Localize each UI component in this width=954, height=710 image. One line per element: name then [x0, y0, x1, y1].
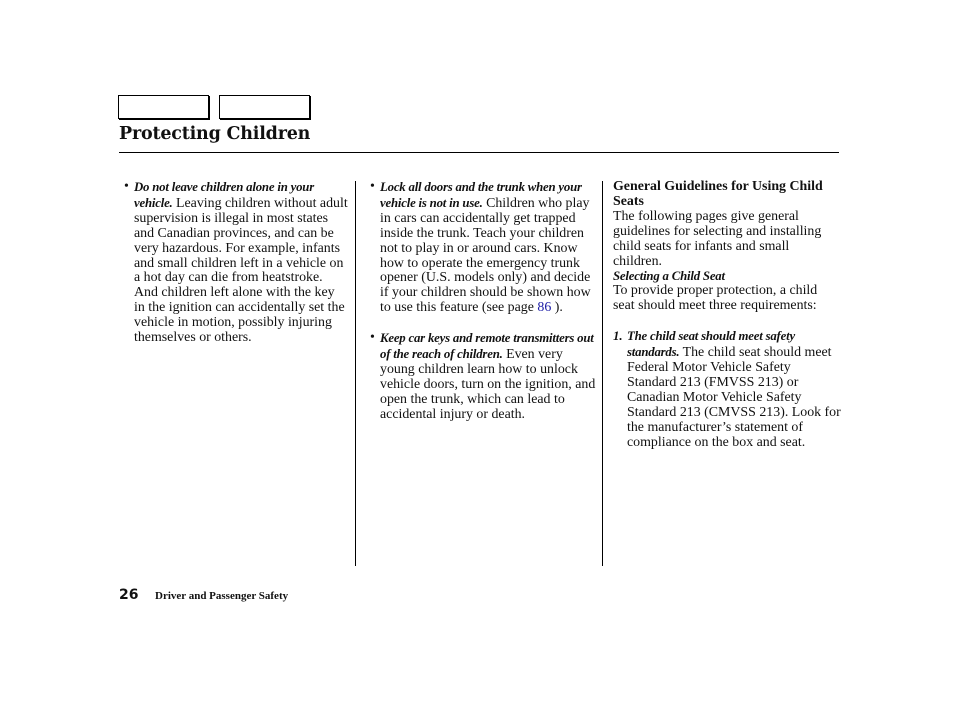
page-reference-link[interactable]: 86	[537, 300, 552, 316]
column-divider-1	[355, 181, 356, 566]
item-lead: The child seat should meet safety standards.	[627, 329, 795, 360]
bullet-item-car-keys	[370, 331, 596, 422]
bullet-lead: Keep car keys and remote transmitters out of the reach of children.	[380, 331, 594, 362]
bullet-marker: •	[370, 330, 375, 346]
middle-column	[370, 180, 596, 423]
previous-page-button[interactable]	[118, 95, 209, 119]
section-intro: The following pages give general guidelines for selecting and installing child seats for infants and small children.	[613, 208, 822, 269]
title-underline	[119, 152, 839, 153]
right-column	[613, 180, 841, 450]
numbered-item-safety-standards	[613, 329, 841, 450]
bullet-text: Even very young children learn how to unlock vehicle doors, turn on the ignition, and open the trunk, which can lead to accidental injury or death.	[380, 347, 596, 422]
section-heading: General Guidelines for Using Child Seats	[613, 179, 823, 209]
bullet-text: Leaving children without adult supervision is illegal in most states and Canadian provinces, and can be very hazardous. For example, infants and small children left in a vehicle on a hot day can die from heatstroke. And children left alone with the key in the ignition can accidentally set the vehicle in motion, possibly injuring themselves or others.	[134, 195, 348, 346]
subsection-intro: To provide proper protection, a child seat should meet three requirements:	[613, 283, 818, 314]
left-column	[124, 180, 348, 346]
item-text: The child seat should meet Federal Motor Vehicle Safety Standard 213 (FMVSS 213) or Canadian Motor Vehicle Safety Standard 213 (CMVSS 213). Look for the manufacturer’s statement of compliance on the box and seat.	[627, 345, 841, 450]
item-number: 1.	[613, 329, 623, 344]
next-page-button[interactable]	[219, 95, 310, 119]
bullet-marker: •	[370, 179, 375, 194]
bullet-item-lock-doors	[370, 180, 596, 316]
bullet-text-end: ).	[551, 300, 563, 316]
bullet-lead: Lock all doors and the trunk when your vehicle is not in use.	[380, 180, 582, 210]
bullet-lead: Do not leave children alone in your vehicle.	[134, 180, 314, 210]
page-title: Protecting Children	[119, 124, 311, 144]
bullet-item-children-alone	[124, 180, 348, 346]
column-divider-2	[602, 181, 603, 566]
page-number: 26	[119, 587, 139, 603]
footer-section-name: Driver and Passenger Safety	[155, 590, 289, 602]
subsection-heading: Selecting a Child Seat	[613, 269, 725, 284]
bullet-marker: •	[124, 179, 129, 194]
bullet-text: Children who play in cars can accidentally get trapped inside the trunk. Teach your children not to play in or around cars. Know how to operate the emergency trunk opener (U.S. models only) and decide if your children should be shown how to use this feature (see page	[380, 195, 591, 316]
